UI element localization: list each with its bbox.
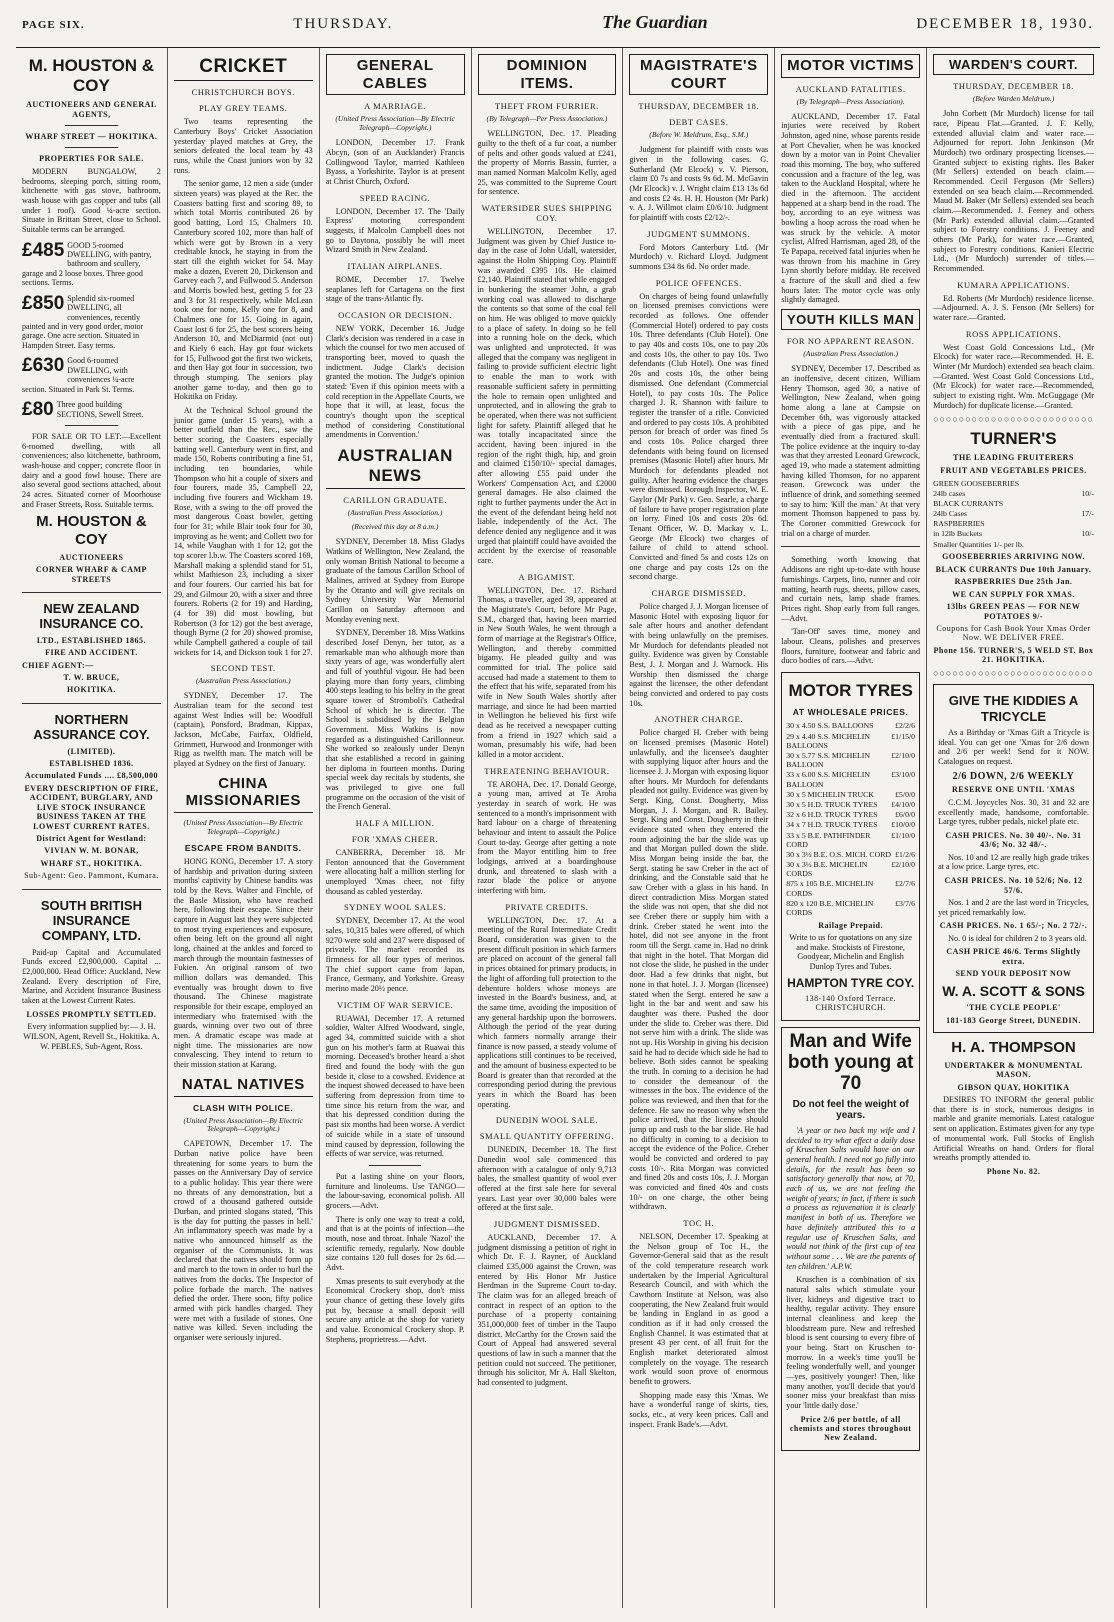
victim-body: RUAWAI, December 17. A returned soldier, Walter Alfred Woodward, single, aged 34, committed suicide with a shot gun on his mother's farm at Ruawai this morning. Deceased's brother heard a shot fired and found the body with the gun beside it, close to a cowshed. Evidence at the inquest showed deceased to have been suffering from depression from time to time since his return from the war, and that his depressed condition during the past six months had been worse. A verdict of suicide while in a state of unsound mind caused by depression, following the effects of war service, was returned.	[325, 1013, 465, 1159]
district-agent-label: District Agent for Westland:	[36, 834, 147, 844]
tricycle-heading: GIVE THE KIDDIES A TRICYCLE	[948, 693, 1079, 724]
dominion-items-heading: DOMINION ITEMS.	[478, 54, 617, 95]
wardens-court-heading: WARDEN'S COURT.	[933, 54, 1094, 75]
another-charge-sub: ANOTHER CHARGE.	[654, 714, 744, 725]
gibson-quay: GIBSON QUAY, HOKITIKA	[957, 1082, 1070, 1092]
gooseberries-arriving: GOOSEBERRIES ARRIVING NOW.	[942, 552, 1085, 562]
auckland-credit: (By Telegraph—Press Association).	[796, 96, 905, 106]
marriage-credit: (United Press Association—By Electric Telegraph—Copyright.)	[335, 114, 455, 133]
column-houston	[16, 48, 168, 1608]
crockery-advert: Xmas presents to suit everybody at the Economical Crockery shop, don't miss your chance of getting these lovely gifts put by, because a small deposit will secure any article at the shop for variety and value. Economical Crockery shop. P. Stephens, proprietress.—Advt.	[325, 1276, 465, 1344]
tyre-row-desc: 29 x 4.40 S.S. MICHELIN BALLOONS	[786, 731, 871, 750]
fruit-row-price	[1074, 519, 1094, 529]
property-485-text: GOOD 5-roomed DWELLING, with pantry, bathroom and scullery, garage and 2 loose boxes. Three good sections. Terms.	[22, 240, 152, 288]
half-million-sub: HALF A MILLION.	[355, 817, 435, 828]
tyre-row-price: £3/10/0	[891, 770, 916, 780]
cash-prices-2: CASH PRICES. No. 10 52/6; No. 12 57/6.	[944, 876, 1083, 895]
victim-sub: VICTIM OF WAR SERVICE.	[336, 999, 454, 1010]
carillon-credit: (Australian Press Association.)	[347, 508, 443, 518]
occasion-body: NEW YORK, December 16. Judge Clark's decision was rendered in a case in which the counsel for two men accused of transporting beer, moved to quash the indictment. Judge Clark's decision granted the motion. The Judge's opinion stated: 'Even if this opinion meets with a cold reception in the Appellate Courts, we hope that it will, at least, focus the country's thought upon the sceptical method of considering Constitutional amendments in Convention.'	[325, 324, 465, 440]
turners-prices-sub: FRUIT AND VEGETABLES PRICES.	[940, 465, 1087, 475]
fruit-row-price: 17/-	[1081, 509, 1094, 519]
agent-bruce: T. W. BRUCE,	[63, 673, 120, 683]
losses-settled: LOSSES PROMPTLY SETTLED.	[26, 1009, 157, 1019]
judgment-dismissed-body: AUCKLAND, December 17. A judgment dismissing a petition of right in which Dr. F. J. Rayner, of Auckland claimed £35,000 against the Crown, was entered by His Honor Mr Justice Herdman in the Supreme Court to-day. The claim was for an alleged breach of contract in respect of an option to the purchase of a property containing 351,000,000 feet of timber in the Taupo district. McCarthy for the Crown said the Court of Appeal had answered several questions of law in such a manner that the petition could not succeed. The petitioner, through his solicitor, Mr A. Hall Skelton, had consented to judgment.	[477, 1232, 617, 1388]
dunedin-wool-body: DUNEDIN, December 18. The first Dunedin wool sale commenced this afternoon with a catalogue of only 9,713 bales, the smallest quantity of wool ever offered at the first sale here for several years. Last year over 30,000 bales were offered at the first sale.	[477, 1145, 617, 1213]
nz-insurance-established: LTD., ESTABLISHED 1865.	[36, 635, 146, 645]
threatening-sub: THREATENING BEHAVIOUR.	[484, 765, 610, 776]
cricket-para-2: The senior game, 12 men a side (under sixteen years) was played at the Rec. the Coasters batting first and scoring 89, to which total Morris contributed 26 by good batting, Lord 15, Chalmers 10. Canterbury scored 102, more than half of which were got by Brown in a very creditable knock, he staying in from the start till the eighth wicket for 54. May make a dozen, Everett 20, Dickenson and Garvey each 7, and Fullwood 5. Anderson and Morris bowled best, getting 5 for 23 and 3 for 31 respectively, while McLean took one for none, Kelly one for 8, and Chalmers one for 15. Going in again, Coast lost 6 for 25, the best scorers being Anderson 10, and McDiarmid (not out) and Kiely 6 each. Hay got four wickets for 15, Fullwood got the first two wickets, and then Hay got four in succession, two through stumping. The seniors play another game to-day, and then go to Hokitika on Friday.	[173, 179, 313, 402]
tyre-row-price: £2/7/6	[895, 879, 916, 889]
speed-body: LONDON, December 17. The 'Daily Express' motoring correspondent suggests, if Malcolm Campbell does not go to Daytona, possibly he will meet Wizard Smith in New Zealand.	[325, 206, 465, 255]
natal-credit: (United Press Association—By Electric Telegraph—Copyright.)	[183, 1115, 304, 1134]
tyre-row	[786, 810, 915, 820]
property-80-text: Three good building SECTIONS, Sewell Street.	[56, 400, 144, 419]
fruit-row	[933, 509, 1094, 519]
motor-tyres-advert	[781, 672, 920, 1021]
send-deposit: SEND YOUR DEPOSIT NOW	[955, 969, 1072, 979]
agent-bonar: VIVIAN W. M. BONAR,	[44, 846, 139, 856]
private-credits-sub: PRIVATE CREDITS.	[505, 901, 589, 912]
cricket-sub-1: CHRISTCHURCH BOYS.	[191, 87, 295, 98]
thompson-name: H. A. THOMPSON	[951, 1039, 1076, 1057]
properties-heading: PROPERTIES FOR SALE.	[39, 154, 144, 164]
tango-advert: Put a lasting shine on your floors, furniture and linoleums. Use TANGO—the labour-saving, economical polish. All grocers.—Advt.	[325, 1171, 465, 1210]
hampton-address: 138-140 Oxford Terrace. CHRISTCHURCH.	[805, 993, 897, 1013]
wardens-body: John Corbett (Mr Murdoch) license for tail race, Pipeau Flat.—Granted. J. F. Kelly, extended alluvial claim and water race.—Adjourned for report. John Jenkinson (Mr Murdoch) two ordinary prospecting licenses.—Granted subject to existing rights. Iles Baker (Mr Sellers) extended on beach claim.—Recommended. Cecil Ferguson (Mr Sellers) extended on sea beach claim.—Recommended. Maud M. Baker (Mr Sellers) extended sea beach claim.—Recommended. J. Feeney and others (Mr Park) extended alluvial claim.—Granted subject to Forestry conditions. J. Feeney and others (Mr Park), for water race.—Granted, subject to Forestry conditions. Kanieri Electric Ltd., (Mr Murdoch) surrender of titles.—Recommended.	[933, 109, 1094, 274]
tyre-row-price: £4/10/0	[891, 799, 916, 809]
south-british-capital: Paid-up Capital and Accumulated Funds exceed £2,900,000. Capital ... £2,000,000. Head Office: Auckland, New Zealand. Every description of Fire, Marine, and Accident Insurance Business taken at the Lowest Current Rates.	[22, 947, 161, 1006]
cash-prices-3: CASH PRICES. No. 1 65/-; No. 2 72/-.	[939, 921, 1088, 931]
wharf-street-line: WHARF STREET — HOKITIKA.	[25, 131, 158, 141]
magistrate-before: (Before W. Meldrum, Esq., S.M.)	[649, 130, 749, 140]
half-million-body: CANBERRA, December 18. Mr Fenton announced that the Government were allocating half a million sterling for unemployed 'Xmas cheer, not fifty thousand as cabled yesterday.	[325, 848, 465, 896]
fruit-row-price: 10/-	[1081, 488, 1094, 498]
tyre-row-price: £2/2/6	[895, 721, 916, 731]
tyre-row	[786, 820, 915, 830]
masthead	[16, 8, 1100, 48]
tyre-row-desc: 34 x 7 H.D. TRUCK TYRES	[786, 820, 878, 830]
to-let-listing: FOR SALE OR TO LET:—Excellent 6-roomed dwelling, with all conveniences; also kitchenette, bathroom, wash-house and copper; concrete floor in dairy and a good fowl house. There are also several good sections attached, about 24 acres. Situated corner of Moorhouse and Fraser Streets, Ross. Suitable terms.	[22, 431, 161, 509]
nz-insurance-heading: NEW ZEALAND INSURANCE CO.	[39, 601, 144, 632]
marriage-body: LONDON, December 17. Frank Abcyn, (son of an Aucklander) Francis Collingwood Taylor, married Kathleen Byass, a Yorkshirite. Taylor is at present at Christ Church, Oxford.	[325, 138, 465, 186]
tyre-row-desc: 30 x 5 H.D. TRUCK TYRES	[786, 799, 878, 809]
wool-sales-sub: SYDNEY WOOL SALES.	[343, 902, 447, 913]
tyre-row	[786, 898, 915, 917]
wardens-date: THURSDAY, DECEMBER 18.	[953, 81, 1074, 92]
column-wardens-court: WARDEN'S COURT. THURSDAY, DECEMBER 18. (Before Warden Meldrum.) John Corbett (Mr Murdoch) license for tail race, Pipeau Flat.—Granted. J. F. Kelly, extended alluvial claim and water race.—Adjourned for report. John Jenkinson (Mr Murdoch) two ordinary prospecting licenses.—Granted subject to existing rights. Iles Baker (Mr Sellers) extended on beach claim.—Recommended. Cecil Ferguson (Mr Sellers) extended on sea beach claim.—Recommended. Maud M. Baker (Mr Sellers) extended sea beach claim.—Recommended. J. Feeney and others (Mr Park) extended alluvial claim.—Granted subject to Forestry conditions. J. Feeney and others (Mr Park), for water race.—Granted, subject to Forestry conditions. Kanieri Electric Ltd., (Mr Murdoch) surrender of titles.—Recommended. KUMARA APPLICATIONS. Ed. Roberts (Mr Murdoch) residence license.—Adjourned. A. J. S. Fenson (Mr Sellers) for water race.—Granted. ROSS APPLICATIONS. West Coast Gold Concessions Ltd., (Mr Elcock) for water race.—Recommended. H. E. Winter (Mr Murdoch) extended sea beach claim.—Granted. West Coast Gold Concessions Ltd., (Mr Elcock) for water race.—Recommended, subject to existing right. Wm. McGuggage (Mr Murdoch) for duplicate license.—Granted. ○○○○○○○○○○○○○○○○○○○○○○○○○ TURNER'S THE LEADING FRUITERERS FRUIT AND VEGETABLES PRICES. GREEN GOOSEBERRIES 24lb cases 10/- BLACK CURRANTS 24lb Cases 17/- RASPBERRIES in 12lb Buckets 10/- Smaller Quantities 1/- per lb. GOOSEBERRIES ARRIVING NOW. BLACK CURRANTS Due 10th January. RASPBERRIES Due 25th Jan. WE CAN SUPPLY FOR XMAS. 13lbs GREEN PEAS — FOR NEW POTATOES 9/- Coupons for Cash Book Your Xmas Order Now. WE DELIVER FREE. Phone 156. TURNER'S, 5 WELD ST. Box 21. HOKITIKA. ○○○○○○○○○○○○○○○○○○○○○○○○○ GIVE THE KIDDIES A TRICYCLE As a Birthday or 'Xmas Gift a Tricycle is ideal. You can get one 'Xmas for 2/6 down and 2/6 per week! Send for it NOW. Catalogues on request. 2/6 DOWN, 2/6 WEEKLY RESERVE ONE UNTIL 'XMAS C.C.M. Joycycles Nos. 30, 31 and 32 are excellently made, handsome, comfortable. Large tyres, rubber pedals, nickel plate etc. CASH PRICES. No. 30 40/-. No. 31 43/6; No. 32 48/-. Nos. 10 and 12 are really high grade trikes at a low price. Large tyres, etc. CASH PRICES. No. 10 52/6; No. 12 57/6. Nos. 1 and 2 are the last word in Tricycles, yet priced remarkably low. CASH PRICES. No. 1 65/-; No. 2 72/-. No. 0 is ideal for children 2 to 3 years old. CASH PRICE 46/6. Terms Slightly extra. SEND YOUR DEPOSIT NOW W. A. SCOTT & SONS 'THE CYCLE PEOPLE' 181-183 George Street, DUNEDIN. H. A. THOMPSON UNDERTAKER & MONUMENTAL MASON. GIBSON QUAY, HOKITIKA DESIRES TO INFORM the general public that there is in stock, numerous designs in marble and granite memorials. Latest catalogue sent on application. Estimates given for any type of monumental work. Full Stocks of English Artificial Wreaths on hand. Orders for floral wreaths promptly attended to. Phone No. 82.	[927, 48, 1100, 1608]
private-credits-body: WELLINGTON, Dec. 17. At a meeting of the Rural Intermediate Credit Board, consideration was given to the present difficult position in which farmers are placed on account of the general fall in prices obtained for primary products, in the light of affording full protection to the debenture holders whose moneys are invested in the Board's business, and, at the same time, avoiding the imposition of any general hardship upon the borrowers. Although the period of the year during which farmers normally arrange their finance is now passed, a steady volume of applications still continues to be received, and the amount of business expected to be Board is greater than that recorded at the corresponding period during the previous years in which the Board has been operating.	[477, 915, 617, 1109]
man-and-wife-sub: Do not feel the weight of years.	[792, 1098, 909, 1122]
turners-heading: TURNER'S	[970, 429, 1057, 449]
no-0: No. 0 is ideal for children 2 to 3 years old.	[948, 933, 1087, 943]
property-485	[22, 241, 161, 288]
thompson-phone: Phone No. 82.	[986, 1166, 1041, 1176]
addisons-advert: Something worth knowing that Addisons are right up-to-date with house furnishings. Carpets, lino, runner and coir matting, hearth rugs, sheets, pillow cases, and curtain nets, lamp shade frames. Prices right. Shop early from full ranges.—Advt.	[781, 555, 921, 623]
tyre-row-desc: 33 x 5 B.E. PATHFINDER CORD	[786, 830, 871, 849]
warden-before: (Before Warden Meldrum.)	[972, 94, 1055, 104]
tyre-row	[786, 879, 915, 898]
fruit-row-desc: RASPBERRIES	[933, 519, 985, 529]
magistrates-date: THURSDAY, DECEMBER 18.	[638, 101, 760, 112]
judgment-summons-body: Ford Motors Canterbury Ltd. (Mr Murdoch) v. Richard Lloyd. Judgment summons £34 8s 6d. No order made.	[629, 242, 769, 272]
corner-streets: CORNER WHARF & CAMP STREETS	[35, 565, 147, 584]
judgment-dismissed-sub: JUDGMENT DISMISSED.	[493, 1218, 601, 1229]
tyre-row-price: £3/7/6	[895, 898, 916, 908]
carillon-body-1: SYDNEY, December 18. Miss Gladys Watkins of Wellington, New Zealand, the only woman British National to become a graduate of the famous Carillon School of Malines, arrived at Sydney from Europe by the Otranto and will give recitals on Sydney University War Memorial Carillon on Saturday afternoon and Monday evening next.	[325, 537, 465, 624]
second-test-credit: (Australian Press Association.)	[195, 676, 291, 686]
raspberries-due: RASPBERRIES Due 25th Jan.	[954, 577, 1073, 587]
houston-heading: M. HOUSTON & COY	[28, 56, 155, 96]
turners-sub: THE LEADING FRUITERERS	[953, 453, 1074, 463]
tyre-row-desc: 30 x 5.77 S.S. MICHELIN BALLOON	[786, 751, 871, 770]
ccm-description: C.C.M. Joycycles Nos. 30, 31 and 32 are excellently made, handsome, comfortable. Large tyres, rubber pedals, nickel plate etc.	[938, 797, 1089, 827]
toc-h-sub: TOC H.	[683, 1217, 715, 1228]
tyre-row	[786, 751, 915, 770]
black-currants-due: BLACK CURRANTS Due 10th January.	[935, 564, 1092, 574]
tyre-row-price: £1/10/0	[891, 830, 916, 840]
houston-heading-2: M. HOUSTON & COY	[36, 513, 147, 549]
italian-sub: ITALIAN AIRPLANES.	[347, 261, 443, 272]
tyre-row-desc: 875 x 105 B.E. MICHELIN CORDS	[786, 879, 874, 898]
turners-phone: Phone 156. TURNER'S, 5 WELD ST. Box 21. HOKITIKA.	[933, 645, 1094, 665]
fruit-price-table	[933, 478, 1094, 549]
tyre-stockists: Write to us for quotations on any size and make. Stockists of Firestone, Goodyear, Michelin and English Dunlop Tyres and Tubes.	[789, 933, 912, 972]
price-630: £630	[22, 355, 65, 377]
tyre-row-price: £1/15/0	[891, 731, 916, 741]
cash-prices-1: CASH PRICES. No. 30 40/-. No. 31 43/6; No. 32 48/-.	[945, 830, 1082, 850]
second-test-body: SYDNEY, December 17. The Australian team for the second test against West Indies will be: Woodfull (captain), Ponsford, Bradman, Kippax, Jackson, McCabe, Fairfax, Oldfield, Grimmett, Hurwood and Ironmonger with Rigg as twelfth man. The match will be played at Sydney on the first of January.	[173, 691, 313, 769]
china-body: HONG KONG, December 17. A story of hardship and privation during sixteen months' captivity by Chinese bandits was told by the Revs. Walter and Finchle, of the Basle Mission, who have reached here, following their escape. Since their capture in August last they were subjected to most trying experiences and exposure, often being left on the ground all night long, chained at the ankles and forced to march through the mountain fastnesses of Fukien. An original ransom of two million dollars was demanded. This eventually was brought down to five thousand. The Chinese magistrate responsible for their escape, employed an intermediary who fraternised with the guards, winning over two out of three men. A dramatic escape was made at night time. The missionaries are now convalescing. They intend to return to their mission station at Karang.	[173, 857, 313, 1070]
thompson-sub: UNDERTAKER & MONUMENTAL MASON.	[944, 1060, 1083, 1080]
column-magistrates	[623, 48, 775, 1608]
tyre-row	[786, 770, 915, 789]
sub-agent: Sub-Agent: Geo. Pammont, Kumara.	[24, 871, 159, 881]
newspaper-title: The Guardian	[602, 12, 708, 32]
columns	[16, 48, 1100, 1608]
general-cables-heading: GENERAL CABLES	[326, 54, 465, 95]
scott-sons-address: 181-183 George Street, DUNEDIN.	[946, 1015, 1081, 1025]
price-850: £850	[22, 292, 65, 314]
occasion-sub: OCCASION OR DECISION.	[338, 310, 453, 321]
accumulated-funds: Accumulated Funds .... £8,500,000	[24, 771, 159, 781]
price-485: £485	[22, 239, 65, 261]
tyre-row	[786, 721, 915, 731]
theft-body: WELLINGTON, Dec. 17. Pleading guilty to the theft of a fur coat, a number of pelts and other goods valued at £241, the property of Morris Bassin, furrier, a man named Norman Malcolm Kelly, aged 25, was committed to the Supreme Court for sentence.	[477, 129, 617, 197]
fruit-row	[933, 478, 1094, 488]
police-offences-body: On charges of being found unlawfully on licensed premises convictions were recorded as follows. One offender (Commercial Hotel) ordered to pay costs 10s. Three defendants (Club Hotel). One to pay 40s and costs 10s, one to pay 20s and costs 10s, the other to pay 10s. Two defendants (Club Hotel). One was fined 20s and costs 10s, the other being dismissed. One defendant (Commercial Hotel), to pay costs 10s. The Police charged J. R. Shannon with failure to register the transfer of a rifle. Convicted and ordered to pay costs 10s. A prohibited person for breach of order was fined 5s and costs 10s. Police charged three defendants with being found on licensed premises (Masonic Hotel) after hours. Mr Murdoch for defendants pleaded not guilty. After hearing evidence the charges were dismissed. Borough Inspector, W. E. Gaylor (Mr Park) v. Geo. Searle, a charge of failure to have proper registration plate on lorry. Fined 10s and costs 20s 6d. Tenant Officer, W. D. Mackay v. L. George (Mr Elcock) two charges of failure of child to attend school. Convicted and fined 5s and costs 12s on one charge and pay costs 12s on the second charge.	[629, 291, 769, 582]
ross-body: West Coast Gold Concessions Ltd., (Mr Elcock) for water race.—Recommended. H. E. Winter (Mr Murdoch) extended sea beach claim.—Granted. West Coast Gold Concessions Ltd., (Mr Elcock) for water race.—Recommended, subject to existing right. Wm. McGuggage (Mr Murdoch) for duplicate license.—Granted.	[933, 342, 1094, 410]
charge-dismissed-sub: CHARGE DISMISSED.	[651, 587, 746, 598]
chief-agent: CHIEF AGENT:—	[22, 660, 94, 670]
fruit-row-price: 10/-	[1081, 529, 1094, 539]
northern-limited: (LIMITED).	[67, 746, 116, 756]
tyre-row-desc: 820 x 120 B.E. MICHELIN CORDS	[786, 898, 874, 917]
price-80: £80	[22, 399, 54, 421]
northern-established: ESTABLISHED 1836.	[49, 758, 134, 768]
toc-h-body: NELSON, December 17. Speaking at the Nelson group of Toc H., the Governor-General said that as the result of the cold temperature research work undertaken by the Imperial Agricultural Research Council, and with which the Cawthorn Institute at Nelson, was also cooperating, the New Zealand fruit would be landing in England in as good a condition as if it had only crossed the English Channel. It was estimated that at present 43 per cent. of all fruit for the English market deteriorated almost completely on the voyage. The research work would soon prove of enormous benefit to growers.	[629, 1231, 769, 1387]
nos-1-2: Nos. 1 and 2 are the last word in Tricycles, yet priced remarkably low.	[938, 897, 1089, 917]
motor-tyres-heading: MOTOR TYRES	[788, 680, 913, 700]
agent-information: Every information supplied by:— J. H. WILSON, Agent, Revell St., Hokitika. A. W. PEBLES, Sub-Agent, Ross.	[23, 1022, 160, 1051]
auctioneers-line: AUCTIONEERS AND GENERAL AGENTS,	[26, 100, 157, 119]
carillon-sub: CARILLON GRADUATE.	[343, 495, 448, 506]
watersider-body: WELLINGTON, December 17. Judgment was given by Chief Justice to-day in the case of John Udall, watersider, against the Holm Shipping Coy. Plaintiff was awarded £395 10s. He claimed £2,140. Plaintiff stated that while engaged in bunkering the steamer John, a grab working coal was allowed to discharge the contents so that some of the coal fell on him. He was obliged to move quickly to a place of safety. In doing so he fell into a running hole on the deck, which was unlighted and unprotected. It was alleged that the company was negligent in failing to provide sufficient electric light to enable the man to work with reasonable sufficient safety in permitting the hole to remain open unlighted and unprotected, and in allowing the grab to be operated, when there was not sufficient light for safety. Plaintiff alleged that he was totally incapacitated since the accident, having been injured in the region of the right thigh, hip, and groin and claimed £150/10/- special damages, after allowing £55 paid under the Workers' Compensation Act, and £2000 general damages. He also claimed the right to further payments under the Act in the event of the defendant being held not liable, independently of the Act. The defence denied any negligence and it was urged that plaintiff could have avoided the accident by the exercise of reasonable care.	[477, 227, 617, 565]
youth-credit: (Australian Press Association.)	[803, 349, 898, 359]
property-850	[22, 294, 161, 351]
carillon-body-2: SYDNEY, December 18. Miss Watkins described Josef Denyn, her tutor, as a remarkable man who although more than sixty years of age, was wonderfully alert and full of youthful vigour. He had been playing more than forty years, climbing 400 steps leading to his belfry in the great square tower of Stromboli's Cathedral School of which he is director. The School is subsidised by the Belgian Government. Miss Watkins is now regarded as a distinguished Carillonneur. She worked so zealously under Denyn that she established a record in gaining her diploma in fourteen months. During special week day recitals by students, she was privileged to give one full programme on the occasion of the visit of the French General.	[325, 628, 465, 812]
theft-sub: THEFT FROM FURRIER.	[494, 101, 599, 112]
tyre-row-desc: 30 x 3½ B.E. O.S. MICH. CORD	[786, 849, 892, 859]
youth-sub: FOR NO APPARENT REASON.	[786, 336, 915, 347]
northern-assurance-heading: NORTHERN ASSURANCE COY.	[33, 711, 150, 743]
china-credit: (United Press Association—By Electric Telegraph—Copyright.)	[183, 818, 304, 837]
fruit-row	[933, 539, 1094, 549]
tyre-row-price: £1/2/6	[895, 849, 916, 859]
tyre-row-price: £6/0/0	[895, 810, 916, 820]
cricket-para-3: At the Technical School ground the junior game (under 15 years), with a better outfield than the Rec., saw the better scoring, the Coasters especially batting well. Canterbury went in first, and made 150, Roberts contributing a fine 51, including ten boundaries, while Thompson who hit a couple of sixers and four fourers, made 35, Campbell 22, including five fourers and Wickham 19. Rose, with a swing to the off proved the most dangerous Coast bowler, getting four for 31; while Blair took four for 30, improving as he went; and Collett two for 14, while Vaughan with 1 for 12, got the top scorer l.b.w. The Coasters scored 169, Marshall making a splendid stand for 51, whilst Mathieson 23, including a sixer and four fourers. Our carried his bat for 29, and Gilmour 20, with a sixer and three fourers. Roberts (2 for 19) and Harding, (4 for 39) did most bowling, but Robertson (3 for 12) got the best average, though Byrne (2 for 20) showed promise, while Campbell gathered a couple of tail wickets for 14, and Dickson took 1 for 27.	[173, 405, 313, 657]
theft-credit: (By Telegraph—Per Press Association.)	[486, 114, 608, 124]
nazol-advert: There is only one way to treat a cold, and that is at the points of infection—the mouth, nose and throat. Inhale 'Nazol' the scientific remedy, regularly. Now double size contains 120 full doses for 2s 6d.—Advt.	[325, 1214, 465, 1272]
tyre-row-price: £2/10/0	[891, 860, 916, 870]
bigamist-body: WELLINGTON, Dec. 17. Richard Thomas, a traveller, aged 39, appeared at the Magistrate's Court, before Mr Page, S.M., charged that, having been married in New South Wales, he went through a form of marriage at the Registrar's Office, Wellington, and thereby committed bigamy. He pleaded guilty and was committed for trial. The police said accused had made a statement to them to the effect that his wife, separated from his wife in New South Wales shortly after marriage, and since he had been married in Wellington he believed his first wife dead as he received a newspaper cutting from a friend in 1927 which said a woman, presumably his wife, had been killed in a motor accident.	[477, 585, 617, 760]
ross-applications-sub: ROSS APPLICATIONS.	[965, 328, 1062, 339]
judgment-summons-sub: JUDGMENT SUMMONS.	[647, 228, 751, 239]
page-number: PAGE SIX.	[22, 19, 85, 31]
xmas-cheer-sub: FOR 'XMAS CHEER.	[351, 833, 439, 844]
china-missionaries-heading: CHINA MISSIONARIES	[174, 773, 313, 813]
fruit-row-desc: GREEN GOOSEBERRIES	[933, 478, 1020, 488]
tyre-row-price: £5/0/0	[895, 789, 916, 799]
bungalow-listing: MODERN BUNGALOW, 2 bedrooms, sleeping porch, sitting room, kitchenette with gas stove, bathroom, wash house with gas copper and tubs (all under 1 roof). Good ¼-acre section. Situate in Brittan Street, close to School. Suitable terms can be arranged.	[22, 166, 161, 234]
scott-sons-sub: 'THE CYCLE PEOPLE'	[966, 1003, 1061, 1013]
man-and-wife-heading: Man and Wife both young at 70	[787, 1030, 914, 1094]
fruit-row-desc: in 12lb Buckets	[933, 529, 983, 539]
property-630-text: Good 6-roomed DWELLING, with conveniences ¼-acre section. Situated in Park St. Terms.	[22, 356, 135, 394]
tyre-price-table	[786, 721, 915, 918]
fruit-row	[933, 488, 1094, 498]
hampton-tyre-name: HAMPTON TYRE COY.	[787, 975, 915, 990]
tricycle-terms: 2/6 DOWN, 2/6 WEEKLY	[952, 770, 1075, 782]
another-charge-body: Police charged H. Creber with being on licensed premises (Masonic Hotel) unlawfully, and the licensee's daughter with supplying liquor after hours and the licensee J. J. Morgan with exposing liquor after hours. Mr Murdoch for defendants pleaded not guilty. Evidence was given by Sergt. King, Const. Dougherty, Miss Morgan, J. J. Morgan, and R. Bailey. Sergt. King and Const. Dougherty in their evidence stated when they entered the room adjoining the bar the slide was up and that Morgan pulled down the slide. Miss Morgan being inside the bar, the Sergt. stating he saw Creber in the act of drinking, and the Constable said that he saw Creber with a glass in his hand. In direct contradiction Miss Morgan stated the slide was not open, that she did not see Creber there or supply him with a drink. Creber stated he went into the hotel, did not see anyone in the front room till the Sergt. came in. Had no drink that night in the hotel. That Morgan did not close the slide, he pushed in the under door. Had a few drinks that night, but none in that hotel. J. J. Morgan (licensee) stated when the Sergt. entered he saw a light in the bar and went and saw his daughter was there. Pushed the door under the slide to. Creber was there. Did not serve him with a drink. The slide was not up. His Worship in giving his decision said he had to decide which side he had to believe. Both sides cannot be speaking the truth. In coming to a decision he had to consider the demeanour of the witnesses in the box. The evidence of the police was reviewed, and then that for the defence. He saw no reason why when the police arrived, that the licensee should jump up and rush to the bar slide. He had no difficulty in coming to a decision to accept the evidence of the Police. Creber would be convicted and ordered to pay costs 10/-. Rita Morgan was convicted and fined 20s and costs 10s, J. J. Morgan was convicted and fined 40s and costs 10/- on one charge, the other being withdrawn.	[629, 728, 769, 1212]
auckland-fatalities-sub: AUCKLAND FATALITIES.	[795, 83, 906, 94]
agent-bruce-location: HOKITIKA.	[67, 685, 116, 695]
debt-cases-body: Judgment for plaintiff with costs was given in the following cases. G. Sutherland (Mr Elcock) v. V. Pierson, claim £0 7s and costs 9s 6d. M. McGavin (Mr Elcock) v. J. Wright claim £13 13s 6d and costs £2 4s. H. H. Houston (Mr Park) v. A. J. Willmot claim £0/6/10. Judgment for plaintiff with costs £2/12/-.	[629, 145, 769, 223]
green-peas: 13lbs GREEN PEAS — FOR NEW POTATOES 9/-	[946, 602, 1081, 621]
speed-sub: SPEED RACING.	[359, 192, 431, 203]
threatening-body: TE AROHA, Dec. 17. Donald George, a young man, arrived at Te Aroha yesterday in search of work. He was sentenced to a month's imprisonment with hard labour on a charge of threatening behaviour and intent to assault the Police Court to-day. George after getting a note from the Mayor entitling him to free lodgings, arrived at a boardinghouse drunk, and threatened to slash with a razor blade the police or anyone interfering with him.	[477, 779, 617, 896]
tyre-row	[786, 789, 915, 799]
bigamist-sub: A BIGAMIST.	[518, 571, 576, 582]
second-test-heading: SECOND TEST.	[210, 663, 276, 674]
italian-body: ROME, December 17. Twelve seaplanes left for Cartagena on the first stage of the trans-Atlantic fly.	[325, 275, 465, 304]
tyre-row-desc: 30 x 3½ B.E. MICHELIN CORDS	[786, 860, 868, 879]
tyre-row	[786, 731, 915, 750]
auckland-fatalities-body: AUCKLAND, December 17. Fatal injuries were received by Robert Johnston, aged nine, whose parents reside at Port Chevalier, when he was knocked down by a motor van in Point Chevalier road this morning. The boy, who suffered concussion and a fracture of the leg, was taken to the Auckland Hospital, where he died in the afternoon. The accident happened at a sharp bend in the road. The boy, according to an eye witness was bowling a hoop across the road when he was struck by the vehicle. A motor cyclist, Alfred Harrisman, aged 28, of the Te Papapa, received fatal injuries when he was thrown from his machine in Grey Lynn shortly before midday. He received a fracture of the skull and died a few hours later. The motor cycle was only slightly damaged.	[781, 111, 921, 305]
fire-accident: FIRE AND ACCIDENT.	[45, 648, 138, 658]
fruit-row	[933, 529, 1094, 539]
fruit-row-desc: BLACK CURRANTS	[933, 498, 1004, 508]
natal-subheading: CLASH WITH POLICE.	[193, 1102, 294, 1113]
insurance-description: EVERY DESCRIPTION OF FIRE, ACCIDENT, BURGLARY, AND LIVE STOCK INSURANCE BUSINESS TAKEN AT THE LOWEST CURRENT RATES.	[24, 783, 159, 831]
shopping-advert: Shopping made easy this 'Xmas. We have a wonderful range of skirts, ties, socks, etc., at very keen prices. Call and inspect. Frank Bade's.—Advt.	[629, 1390, 769, 1429]
carillon-received: (Received this day at 8 a.m.)	[351, 522, 439, 532]
railage-prepaid: Railage Prepaid.	[818, 920, 884, 930]
masthead-day: THURSDAY.	[293, 16, 394, 32]
tyre-row-price: £2/10/0	[891, 751, 916, 760]
tyre-row-desc: 33 x 6.00 S.S. MICHELIN BALLOON	[786, 770, 871, 789]
wholesale-prices: AT WHOLESALE PRICES.	[792, 706, 909, 717]
column-motor-victims	[775, 48, 927, 1608]
property-630	[22, 356, 161, 394]
kruschen-price: Price 2/6 per bottle, of all chemists and stores throughout New Zealand.	[789, 1414, 912, 1443]
tyre-row	[786, 799, 915, 809]
column-dominion	[472, 48, 624, 1608]
kruschen-advert	[781, 1027, 920, 1451]
cricket-sub-2: PLAY GREY TEAMS.	[198, 103, 288, 114]
kruschen-testimonial: 'A year or two back my wife and I decided to try what effect a daily dose of Kruschen Salts would have on our general health. I need not go fully into details, for the result has been so satisfactory generally that now, at 70, each of us, we are not feeling the weight of years; in fact, if there is such a process as rejuvenation it is clearly manifest in both of us. Therefore we have definitely attributed this to a regular use of Kruschen Salts, and would not think of the first cup of tea without some . . . We are the parents of ten children.' A.P.W.	[786, 1126, 916, 1271]
cash-price-4: CASH PRICE 46/6. Terms Slightly extra.	[946, 947, 1081, 966]
column-cricket	[168, 48, 320, 1608]
youth-body: SYDNEY, December 17. Described as an inoffensive, decent citizen, William Henry Thomson, aged 30, a native of Wellington, New Zealand, when going home along a lane at Campsie on December 6th, was vigorously attacked with a piece of gas pipe, and he eventually died from a fractured skull. The police evidence at the inquiry to-day was that they arrested Leonard Grewcock, aged 19, who made a statement admitting having killed Thomson, for no apparent reason. Grewcock was under the influence of drink, and something seemed to say to him: 'Kill the man.' At that very moment Thomson happened to pass by. The Coroner committed Grewcock for trial on a charge of murder.	[781, 364, 921, 538]
auctioneers-2: AUCTIONEERS	[59, 552, 124, 562]
debt-cases-sub: DEBT CASES.	[669, 117, 729, 128]
watersider-sub: WATERSIDER SUES SHIPPING COY.	[481, 203, 613, 224]
turners-coupons: Coupons for Cash Book Your Xmas Order Now. WE DELIVER FREE.	[936, 623, 1091, 643]
tyre-row-price: £10/0/0	[891, 820, 916, 830]
tricycle-intro: As a Birthday or 'Xmas Gift a Tricycle is ideal. You can get one 'Xmas for 2/6 down and 2/6 per week! Send for it NOW. Catalogues on request.	[938, 727, 1089, 766]
natal-natives-heading: NATAL NATIVES	[174, 1074, 313, 1097]
fruit-row-desc: Smaller Quantities 1/- per lb.	[933, 539, 1024, 549]
south-british-heading: SOUTH BRITISH INSURANCE COMPANY, LTD.	[40, 897, 142, 944]
wool-sales-body: SYDNEY, December 17. At the wool sales, 10,315 bales were offered, of which 9270 were sold and 237 were disposed of privately. The market recorded its firmness for all four types of merinos. The chief support came from Japan, France, Germany, and Yorkshire. Greasy merino made 20½ pence.	[325, 916, 465, 994]
motor-victims-heading: MOTOR VICTIMS	[781, 54, 920, 78]
tyre-row-desc: 30 x 5 MICHELIN TRUCK	[786, 789, 875, 799]
fruit-row	[933, 519, 1094, 529]
kumara-applications-sub: KUMARA APPLICATIONS.	[957, 279, 1070, 290]
fruit-row-desc: 24lb cases	[933, 488, 966, 498]
marriage-sub: A MARRIAGE.	[364, 101, 427, 112]
thompson-body: DESIRES TO INFORM the general public that there is in stock, numerous designs in marble and granite memorials. Latest catalogue sent on application. Estimates given for any type of monumental work. Full Stocks of English Artificial Wreaths on hand. Orders for floral wreaths promptly attended to.	[933, 1095, 1094, 1163]
youth-kills-man-heading: YOUTH KILLS MAN	[781, 309, 920, 330]
xmas-supply: WE CAN SUPPLY FOR XMAS.	[952, 589, 1075, 599]
natal-body: CAPETOWN, December 17. The Durban native police have been threatening for some years to burn the passes on the Anniversary Day of service to a public holiday. This year there were no threats of any demonstration, but a crowd of a thousand gathered outside Durban, and printed slogans stated, 'This is the day for putting the passes in hell.' An inflammatory speech was made by a native who announced himself as the organiser of the Communists. It was declared that the natives should form up and march to the town in order to hurl the natives from the docks. The Inspector of police forbade the march. The natives defied the order. There soon, fifty police armed with pick handles charged. They were met with a fusilade of stones. One native was killed. Seven including the organiser were seriously injured.	[173, 1139, 313, 1342]
fruit-row-price	[1074, 478, 1094, 488]
property-850-text: Splendid six-roomed DWELLING, all conveniences, recently painted and in very good order, motor garage. One acre section. Situated in Hampden Street. Easy terms.	[22, 293, 144, 350]
fruit-row-price	[1074, 498, 1094, 508]
tyre-row-desc: 32 x 6 H.D. TRUCK TYRES	[786, 810, 878, 820]
charge-dismissed-body: Police charged J. J. Morgan licensee of Masonic Hotel with exposing liquor for sale after hours and another defendant with being unlawfully on the premises. Mr Murdoch for defendants pleaded not guilty. Evidence was given by Constable Best, J. J. Morgan and J. Warnock. His Worship then dismissed the charge against the licensee, the other defendant being convicted and ordered to pay costs 10s.	[629, 601, 769, 708]
tyre-row	[786, 849, 915, 859]
tyre-row	[786, 860, 915, 879]
tricycle-advert	[933, 684, 1094, 1033]
cricket-heading: CRICKET	[174, 54, 313, 81]
scott-sons-name: W. A. SCOTT & SONS	[942, 982, 1085, 999]
nos-10-12: Nos. 10 and 12 are really high grade trikes at a low price. Large tyres, etc.	[938, 852, 1089, 872]
fruit-row	[933, 498, 1094, 508]
magistrates-court-heading: MAGISTRATE'S COURT	[629, 54, 768, 95]
property-80	[22, 400, 161, 419]
cricket-para-1: Two teams representing the Canterbury Boys' Cricket Association yesterday played matches at Grey, the seniors defeated the local team by 43 runs, while the Coast juniors won by 32 runs.	[173, 117, 313, 175]
australian-news-heading: AUSTRALIAN NEWS	[326, 444, 465, 489]
police-offences-sub: POLICE OFFENCES.	[655, 277, 742, 288]
kumara-body: Ed. Roberts (Mr Murdoch) residence license.—Adjourned. A. J. S. Fenson (Mr Sellers) for water race.—Granted.	[933, 293, 1094, 323]
tyre-row	[786, 830, 915, 849]
fruit-row-price	[1074, 539, 1094, 549]
dunedin-wool-sub-2: SMALL QUANTITY OFFERING.	[479, 1131, 615, 1142]
dunedin-wool-sub: DUNEDIN WOOL SALE.	[495, 1115, 599, 1126]
masthead-date: DECEMBER 18, 1930.	[916, 16, 1094, 32]
china-subheading: ESCAPE FROM BANDITS.	[184, 843, 302, 854]
agent-bonar-address: WHARF ST., HOKITIKA.	[40, 858, 143, 868]
tyre-row-desc: 30 x 4.50 S.S. BALLOONS	[786, 721, 874, 731]
tan-off-advert: 'Tan-Off' saves time, money and labour. Cleans, polishes and preserves floors, furniture, footwear and fabric and duco bodies of cars.—Advt.	[781, 627, 921, 666]
kruschen-description: Kruschen is a combination of six natural salts which stimulate your liver, kidneys and digestive tract to healthy, regular activity. They ensure internal cleanliness and keep the bloodstream pure. New and refreshed blood is sent coursing to every fibre of your being. Start on Kruschen to-morrow. In a week's time you'll be feeling wonderfully well, and younger—yes, positively younger! Then, like many another, you'll decide that you'd sooner miss your breakfast than miss your 'little daily dose.'	[786, 1275, 916, 1410]
column-general-cables	[320, 48, 472, 1608]
tricycle-reserve: RESERVE ONE UNTIL 'XMAS	[952, 785, 1076, 795]
fruit-row-desc: 24lb Cases	[933, 509, 968, 519]
